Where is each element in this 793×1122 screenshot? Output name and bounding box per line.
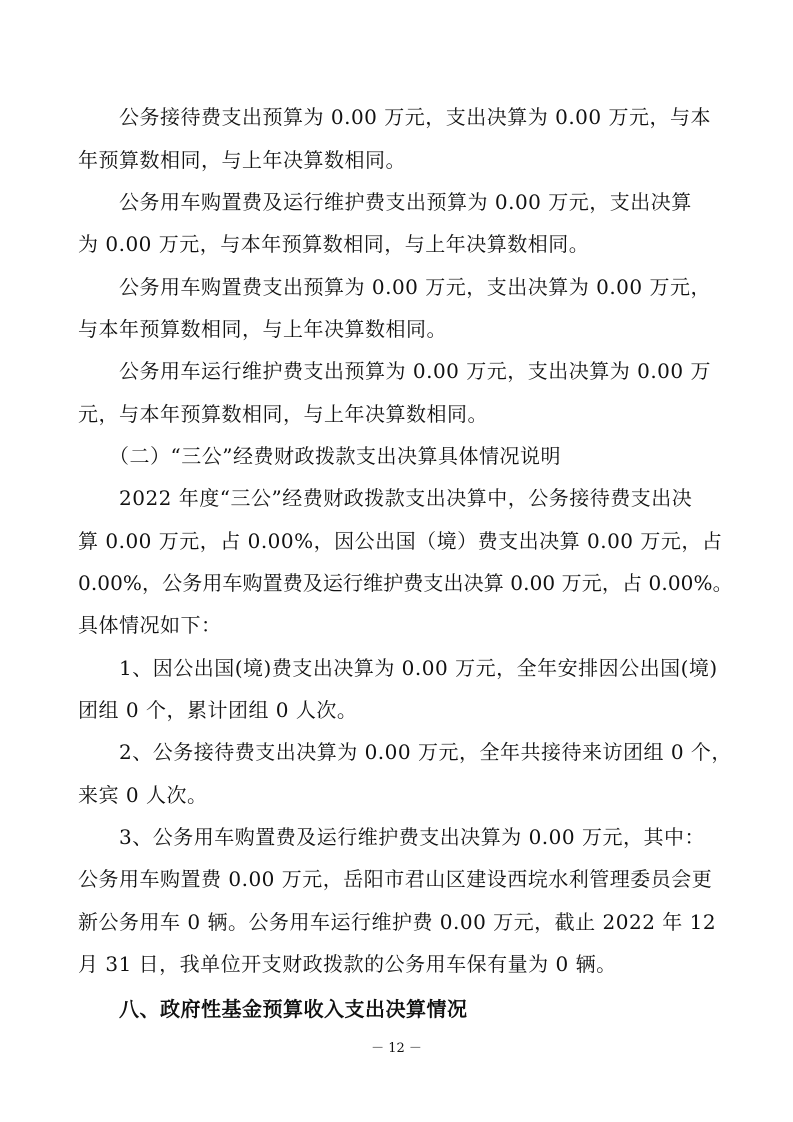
paragraph-line: 算 0.00 万元，占 0.00%，因公出国（境）费支出决算 0.00 万元，占 <box>78 529 723 553</box>
paragraph-line: 新公务用车 0 辆。公务用车运行维护费 0.00 万元，截止 2022 年 12 <box>78 910 717 934</box>
paragraph-line: 1、因公出国(境)费支出决算为 0.00 万元，全年安排因公出国(境) <box>78 656 718 680</box>
paragraph-line: 3、公务用车购置费及运行维护费支出决算为 0.00 万元，其中： <box>78 825 705 849</box>
paragraph-line: 元，与本年预算数相同，与上年决算数相同。 <box>78 402 488 426</box>
paragraph-line: 具体情况如下： <box>78 613 222 637</box>
paragraph-line: 公务接待费支出预算为 0.00 万元，支出决算为 0.00 万元，与本 <box>78 105 711 129</box>
paragraph-line: 来宾 0 人次。 <box>78 783 208 807</box>
paragraph-line: 公务用车购置费 0.00 万元，岳阳市君山区建设西垸水利管理委员会更 <box>78 867 713 891</box>
section-heading: 八、政府性基金预算收入支出决算情况 <box>78 997 468 1021</box>
page-number: － 12 － <box>371 1041 422 1056</box>
subsection-heading: （二）“三公”经费财政拨款支出决算具体情况说明 <box>78 444 561 468</box>
paragraph-line: 2022 年度“三公”经费财政拨款支出决算中，公务接待费支出决 <box>78 486 693 510</box>
paragraph-line: 年预算数相同，与上年决算数相同。 <box>78 148 406 172</box>
paragraph-line: 团组 0 个，累计团组 0 人次。 <box>78 698 358 722</box>
paragraph-line: 0.00%，公务用车购置费及运行维护费支出决算 0.00 万元，占 0.00%。 <box>78 571 733 595</box>
paragraph-line: 2、公务接待费支出决算为 0.00 万元，全年共接待来访团组 0 个， <box>78 740 732 764</box>
paragraph-line: 公务用车运行维护费支出预算为 0.00 万元，支出决算为 0.00 万 <box>78 359 711 383</box>
paragraph-line: 月 31 日，我单位开支财政拨款的公务用车保有量为 0 辆。 <box>78 952 617 976</box>
paragraph-line: 公务用车购置费支出预算为 0.00 万元，支出决算为 0.00 万元， <box>78 275 711 299</box>
paragraph-line: 与本年预算数相同，与上年决算数相同。 <box>78 317 447 341</box>
paragraph-line: 公务用车购置费及运行维护费支出预算为 0.00 万元，支出决算 <box>78 190 692 214</box>
paragraph-line: 为 0.00 万元，与本年预算数相同，与上年决算数相同。 <box>78 232 590 256</box>
